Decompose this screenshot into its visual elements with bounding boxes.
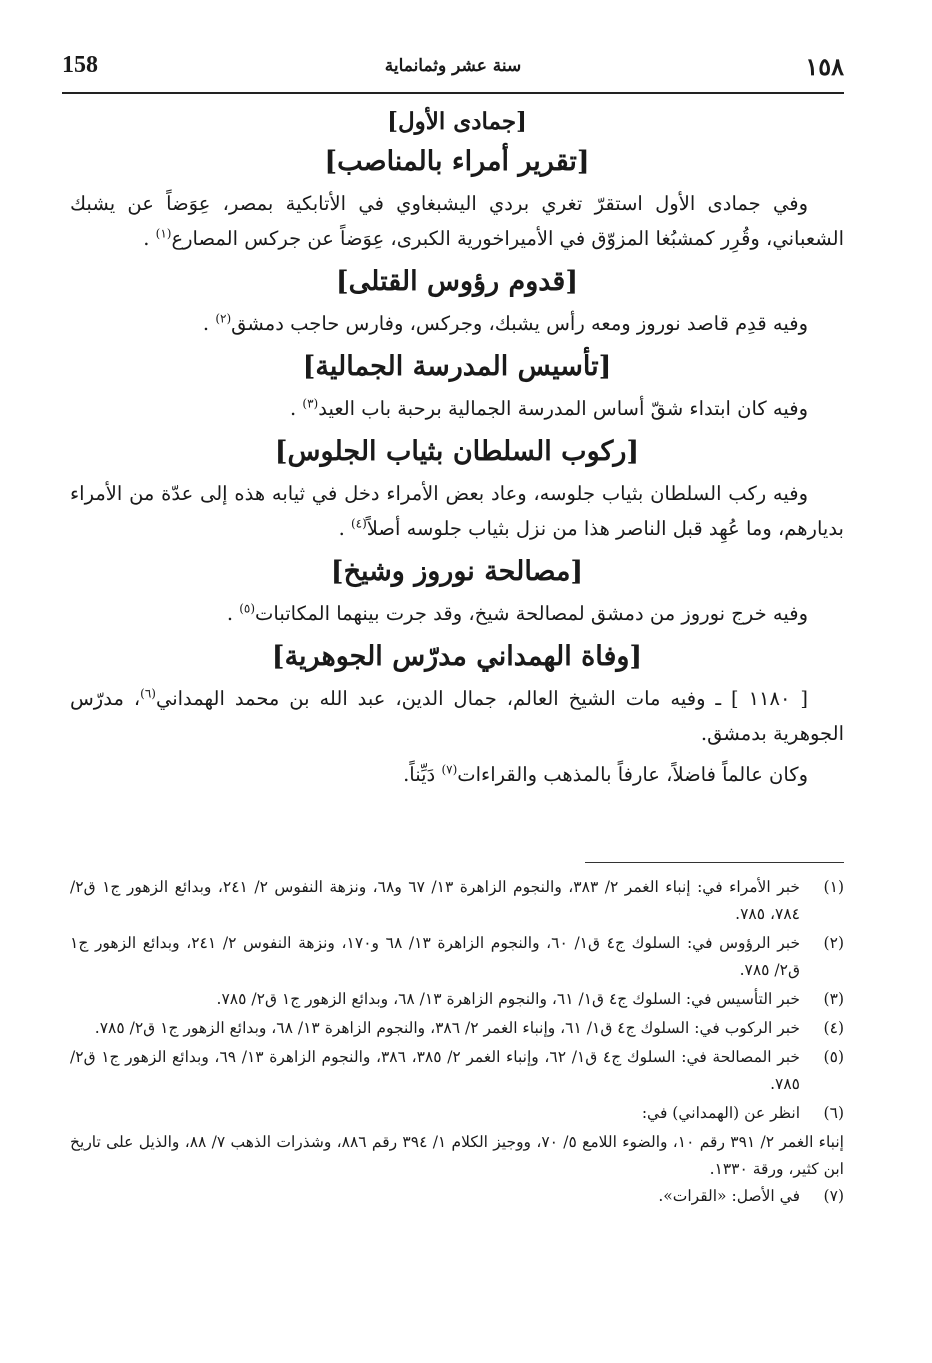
footnote-marker: (٧) bbox=[441, 762, 458, 777]
page-header bbox=[62, 52, 844, 92]
footnote-number: (١) bbox=[823, 878, 844, 896]
paragraph-text: وفيه خرج نوروز من دمشق لمصالحة شيخ، وقد جرت بينهما المكاتبات bbox=[255, 602, 808, 625]
footnote-marker: (٥) bbox=[239, 601, 256, 616]
footnote bbox=[70, 986, 844, 1013]
paragraph-tail: . bbox=[338, 517, 351, 540]
footnote bbox=[70, 1100, 844, 1127]
paragraph bbox=[70, 596, 844, 631]
footnote-marker: (٣) bbox=[302, 396, 319, 411]
footnote-number: (٥) bbox=[823, 1048, 844, 1066]
footnote bbox=[70, 930, 844, 984]
footnote-text: خبر المصالحة في: السلوك ج٤ ق١/ ٦٢، وإنباء الغمر ٢/ ٣٨٥، ٣٨٦، والنجوم الزاهرة ١٣/ ٦٩، وبدائع الزهور ج١ ق٢/ ٧٨٥. bbox=[70, 1048, 801, 1093]
section-title: [وفاة الهمداني مدرّس الجوهرية] bbox=[271, 641, 643, 672]
footnote-marker: (٦) bbox=[140, 686, 156, 701]
footnote-number: (٦) bbox=[823, 1104, 844, 1122]
header-rule bbox=[62, 92, 844, 94]
footnote-continuation: إنباء الغمر ٢/ ٣٩١ رقم ١٠، والضوء اللامع ٥/ ٧٠، ووجيز الكلام ١/ ٣٩٤ رقم ٨٨٦، وشذرات الذهب ٧/ ٨٨، والذيل على تاريخ ابن كثير، ورقة ١٣٣٠. bbox=[70, 1133, 844, 1178]
paragraph-tail: . bbox=[143, 227, 156, 250]
paragraph-tail: ، مدرّس الجوهرية بدمشق. bbox=[70, 687, 844, 745]
footnote-rule bbox=[585, 862, 844, 863]
paragraph-text: [ ١١٨٠ ] ـ وفيه مات الشيخ العالم، جمال الدين، عبد الله بن محمد الهمداني bbox=[155, 687, 808, 710]
paragraph bbox=[70, 681, 844, 751]
footnote-number: (٣) bbox=[823, 990, 844, 1008]
section-title: [ركوب السلطان بثياب الجلوس] bbox=[274, 436, 640, 467]
paragraph-text: وفيه قدِم قاصد نوروز ومعه رأس يشبك، وجركس، وفارس حاجب دمشق bbox=[231, 312, 808, 335]
footnote-marker: (٤) bbox=[350, 516, 367, 531]
paragraph-tail: . bbox=[202, 312, 216, 335]
page-number-arabic: ١٥٨ bbox=[805, 52, 844, 81]
section-title: [تقرير أمراء بالمناصب] bbox=[324, 146, 590, 177]
page-number-latin: 158 bbox=[62, 52, 98, 78]
paragraph bbox=[70, 476, 844, 546]
paragraph-text: وفيه كان ابتداء شقّ أساس المدرسة الجمالية برحبة باب العيد bbox=[318, 397, 808, 420]
paragraph-text: وكان عالماً فاضلاً، عارفاً بالمذهب والقراءات bbox=[457, 763, 808, 786]
footnote-text: خبر الركوب في: السلوك ج٤ ق١/ ٦١، وإنباء الغمر ٢/ ٣٨٦، والنجوم الزاهرة ١٣/ ٦٨، وبدائع الزهور ج١ ق٢/ ٧٨٥. bbox=[94, 1019, 800, 1037]
section-title: [مصالحة نوروز وشيخ] bbox=[330, 556, 584, 587]
paragraph-text: وفيه ركب السلطان بثياب جلوسه، وعاد بعض الأمراء دخل في ثيابه هذه إلى عدّة من الأمراء بديارهم، وما عُهِد قبل الناصر هذا من نزل بثياب جلوسه أصلاً bbox=[70, 482, 844, 540]
footnotes bbox=[70, 874, 844, 1212]
paragraph bbox=[70, 306, 844, 341]
footnote-marker: (١) bbox=[155, 226, 172, 241]
footnote-text: في الأصل: «القرات». bbox=[658, 1187, 800, 1205]
paragraph bbox=[70, 186, 844, 256]
section-title: [تأسيس المدرسة الجمالية] bbox=[302, 351, 612, 382]
paragraph bbox=[70, 391, 844, 426]
footnote-text: خبر الأمراء في: إنباء الغمر ٢/ ٣٨٣، والنجوم الزاهرة ١٣/ ٦٧ و٦٨، ونزهة النفوس ٢/ ٢٤١، وبدائع الزهور ج١ ق٢/ ٧٨٤، ٧٨٥. bbox=[70, 878, 800, 923]
running-title: سنة عشر وثمانماية bbox=[384, 56, 522, 76]
paragraph-text: وفي جمادى الأول استقرّ تغري بردي اليشبغاوي في الأتابكية بمصر، عِوَضاً عن يشبك الشعباني، وقُرِر كمشبُغا المزوّق في الأميراخورية الكبرى، عِوَضاً عن جركس المصارع bbox=[70, 192, 844, 250]
paragraph-tail: . bbox=[226, 602, 240, 625]
footnote-number: (٧) bbox=[823, 1187, 844, 1205]
footnote-number: (٢) bbox=[823, 934, 844, 952]
paragraph-tail: . bbox=[289, 397, 303, 420]
footnote-text: خبر الرؤوس في: السلوك ج٤ ق١/ ٦٠، والنجوم الزاهرة ١٣/ ٦٨ و١٧٠، ونزهة النفوس ٢/ ٢٤١، وبدائع الزهور ج١ ق٢/ ٧٨٥. bbox=[70, 934, 801, 979]
footnote-text: خبر التأسيس في: السلوك ج٤ ق١/ ٦١، والنجوم الزاهرة ١٣/ ٦٨، وبدائع الزهور ج١ ق٢/ ٧٨٥. bbox=[216, 990, 800, 1008]
month-heading: [جمادى الأول] bbox=[387, 108, 527, 135]
footnote-marker: (٢) bbox=[215, 311, 232, 326]
footnote bbox=[70, 1044, 844, 1098]
section-title: [قدوم رؤوس القتلى] bbox=[335, 266, 579, 297]
footnote bbox=[70, 874, 844, 928]
paragraph bbox=[70, 757, 844, 792]
paragraph-tail: دَيِّناً. bbox=[403, 763, 442, 786]
footnote bbox=[70, 1183, 844, 1210]
footnote bbox=[70, 1015, 844, 1042]
main-text bbox=[70, 104, 844, 798]
footnote-number: (٤) bbox=[823, 1019, 844, 1037]
footnote-text: انظر عن (الهمداني) في: bbox=[641, 1104, 800, 1122]
